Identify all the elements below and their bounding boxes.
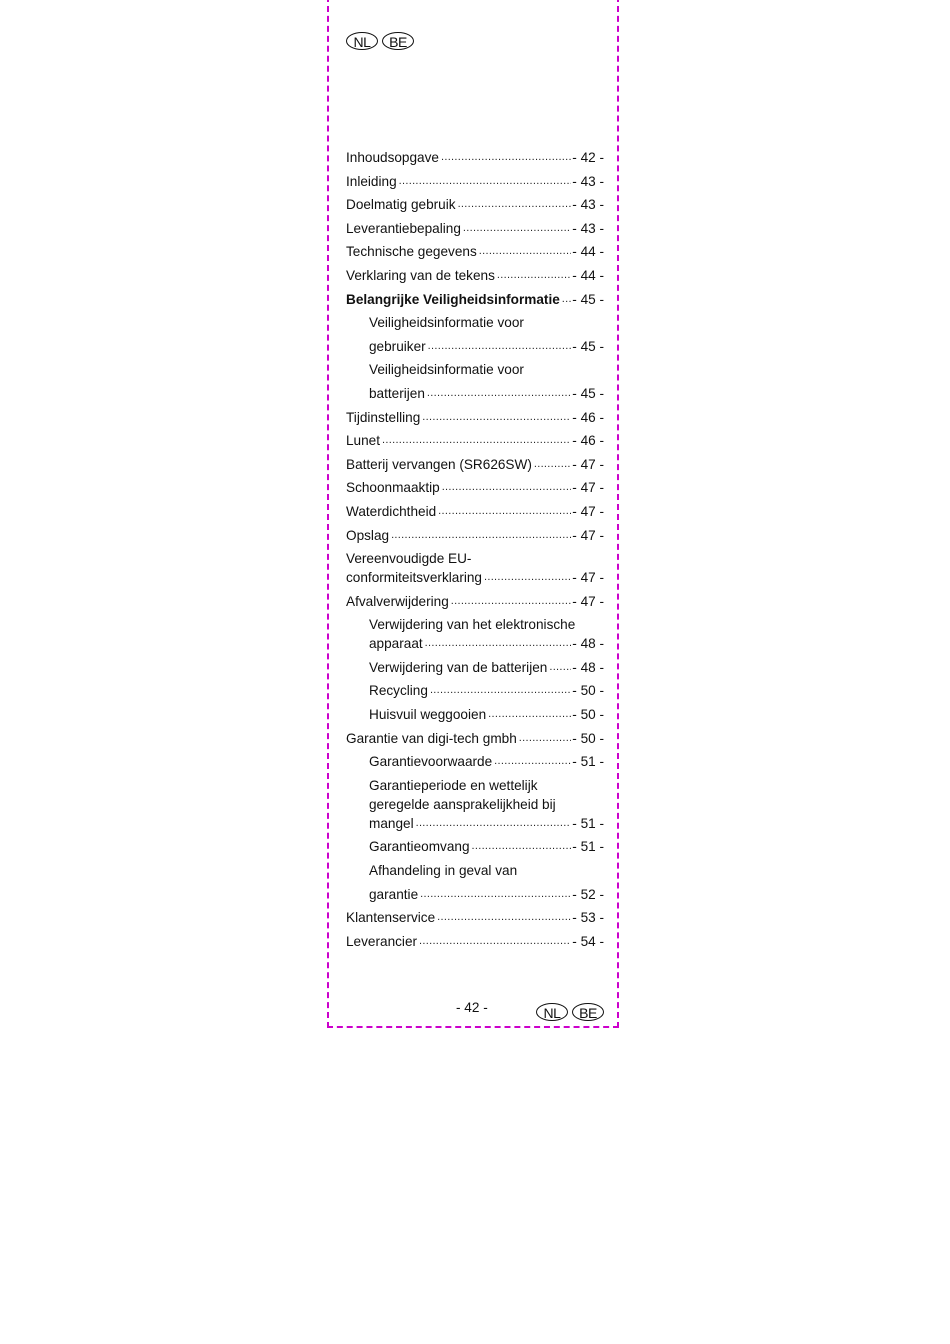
toc-entry[interactable]: Opslag ..... - 47 -: [346, 526, 604, 545]
toc-entry[interactable]: Tijdinstelling ..... - 46 -: [346, 408, 604, 427]
toc-entry-highlighted[interactable]: Belangrijke Veiligheidsinformatie ..... - 45 -: [346, 290, 604, 309]
language-badge-nl: NL: [536, 1003, 568, 1021]
toc-subentry-line: geregelde aansprakelijkheid bij: [369, 796, 556, 812]
language-badge-be: BE: [572, 1003, 604, 1021]
toc-entry[interactable]: Schoonmaaktip ..... - 47 -: [346, 478, 604, 497]
toc-entry[interactable]: conformiteitsverklaring ..... - 47 -: [346, 568, 604, 587]
toc-subentry[interactable]: Recycling ..... - 50 -: [346, 681, 604, 700]
toc-entry[interactable]: Inleiding ..... - 43 -: [346, 172, 604, 191]
toc-entry[interactable]: Leverancier ..... - 54 -: [346, 932, 604, 951]
toc-subentry[interactable]: mangel ..... - 51 -: [346, 814, 604, 833]
toc-subentry[interactable]: apparaat ..... - 48 -: [346, 634, 604, 653]
toc-entry[interactable]: Leverantiebepaling ..... - 43 -: [346, 219, 604, 238]
toc-subentry[interactable]: gebruiker ..... - 45 -: [346, 337, 604, 356]
toc-subentry-line: Veiligheidsinformatie voor: [369, 315, 524, 331]
toc-entry[interactable]: Technische gegevens ..... - 44 -: [346, 242, 604, 261]
toc-subentry-line: Veiligheidsinformatie voor: [369, 362, 524, 378]
language-badge-nl: NL: [346, 32, 378, 50]
toc-subentry[interactable]: garantie ..... - 52 -: [346, 885, 604, 904]
toc-entry[interactable]: Inhoudsopgave ..... - 42 -: [346, 148, 604, 167]
toc-subentry-line: Afhandeling in geval van: [369, 863, 518, 879]
toc-entry[interactable]: Verklaring van de tekens ..... - 44 -: [346, 266, 604, 285]
toc-entry[interactable]: Waterdichtheid ..... - 47 -: [346, 502, 604, 521]
table-of-contents: [346, 148, 604, 955]
toc-subentry[interactable]: Garantieomvang ..... - 51 -: [346, 837, 604, 856]
toc-entry[interactable]: Garantie van digi-tech gmbh ..... - 50 -: [346, 729, 604, 748]
toc-subentry[interactable]: Verwijdering van de batterijen ..... - 48 -: [346, 658, 604, 677]
toc-subentry-line: Verwijdering van het elektronische: [369, 617, 576, 633]
toc-subentry-line: Garantieperiode en wettelijk: [369, 777, 538, 793]
toc-entry[interactable]: Batterij vervangen (SR626SW) ..... - 47 -: [346, 455, 604, 474]
toc-entry-line: Vereenvoudigde EU-: [346, 551, 472, 567]
page-number: - 42 -: [456, 1000, 488, 1015]
toc-entry[interactable]: Klantenservice ..... - 53 -: [346, 908, 604, 927]
toc-subentry[interactable]: Huisvuil weggooien ..... - 50 -: [346, 705, 604, 724]
toc-subentry[interactable]: batterijen ..... - 45 -: [346, 384, 604, 403]
toc-subentry[interactable]: Garantievoorwaarde ..... - 51 -: [346, 752, 604, 771]
toc-entry[interactable]: Doelmatig gebruik ..... - 43 -: [346, 195, 604, 214]
toc-entry[interactable]: Lunet ..... - 46 -: [346, 431, 604, 450]
toc-entry[interactable]: Afvalverwijdering ..... - 47 -: [346, 592, 604, 611]
language-badge-be: BE: [382, 32, 414, 50]
